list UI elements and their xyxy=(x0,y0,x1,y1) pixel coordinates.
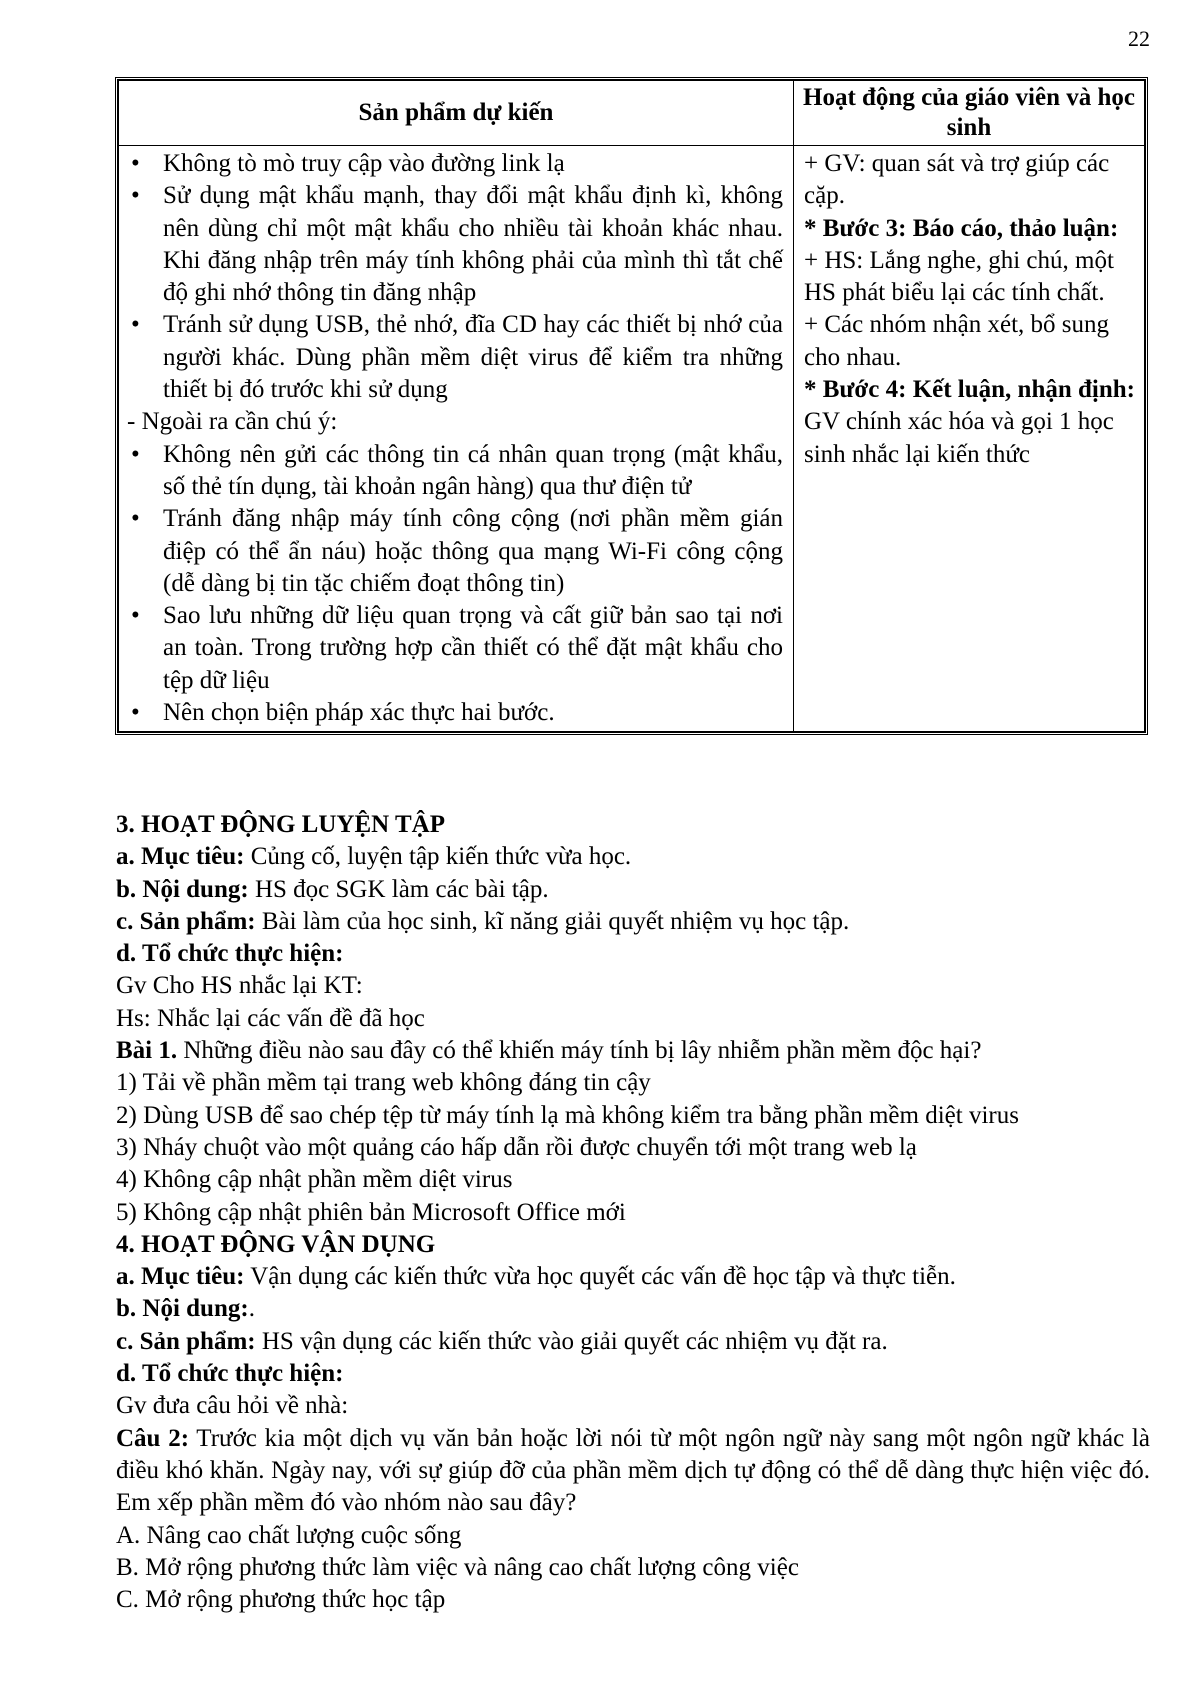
activity-cell xyxy=(794,146,1145,732)
exercise-option: 2) Dùng USB để sao chép tệp từ máy tính lạ mà không kiểm tra bằng phần mềm diệt virus xyxy=(116,1101,1019,1129)
exercise-option: 3) Nháy chuột vào một quảng cáo hấp dẫn rồi được chuyển tới một trang web lạ xyxy=(116,1133,917,1161)
list-item: • Tránh đăng nhập máy tính công cộng (nơi phần mềm gián điệp có thể ẩn náu) hoặc thông qua mạng Wi-Fi công cộng (dễ dàng bị tin tặc chiếm đoạt thông tin) xyxy=(127,503,783,600)
table-header-row xyxy=(119,81,1145,146)
activity-table xyxy=(115,77,1148,735)
exercise-1-text: Những điều nào sau đây có thể khiến máy tính bị lây nhiễm phần mềm độc hại? xyxy=(177,1037,982,1065)
apply-content-label: b. Nội dung: xyxy=(116,1295,249,1323)
apply-product-label: c. Sản phẩm: xyxy=(116,1327,256,1355)
question-2-text: Trước kia một dịch vụ văn bản hoặc lời nói từ một ngôn ngữ này sang một ngôn ngữ khác là điều khó khăn. Ngày nay, với sự giúp đỡ của phần mềm dịch tự động có thể dễ dàng thực hiện việc đó. Em xếp phần mềm đó vào nhóm nào sau đây? xyxy=(116,1424,1150,1517)
apply-goal-text: Vận dụng các kiến thức vừa học quyết các vấn đề học tập và thực tiễn. xyxy=(244,1263,956,1291)
list-item: • Nên chọn biện pháp xác thực hai bước. xyxy=(127,697,783,729)
practice-line-1: Gv Cho HS nhắc lại KT: xyxy=(116,972,363,1000)
question-2-label: Câu 2: xyxy=(116,1424,190,1452)
list-item: • Không nên gửi các thông tin cá nhân quan trọng (mật khẩu, số thẻ tín dụng, tài khoản ngân hàng) qua thư điện tử xyxy=(127,439,783,504)
apply-content-text: . xyxy=(248,1295,255,1323)
apply-goal-label: a. Mục tiêu: xyxy=(116,1263,245,1291)
table-row xyxy=(119,146,1145,732)
exercise-option: 1) Tải về phần mềm tại trang web không đáng tin cậy xyxy=(116,1069,651,1097)
list-item: • Tránh sử dụng USB, thẻ nhớ, đĩa CD hay các thiết bị nhớ của người khác. Dùng phần mềm diệt virus để kiểm tra những thiết bị đó trước khi sử dụng xyxy=(127,309,783,406)
practice-goal-label: a. Mục tiêu: xyxy=(116,843,245,871)
hs-listen-text: + HS: Lắng nghe, ghi chú, một HS phát biểu lại các tính chất. xyxy=(804,246,1114,307)
practice-product-label: c. Sản phẩm: xyxy=(116,907,256,935)
practice-line-2: Hs: Nhắc lại các vấn đề đã học xyxy=(116,1004,425,1032)
step4-label: * Bước 4: Kết luận, nhận định: xyxy=(804,376,1136,404)
apply-org-label: d. Tổ chức thực hiện: xyxy=(116,1360,344,1388)
exercise-1-label: Bài 1. xyxy=(116,1037,178,1065)
step3-label: * Bước 3: Báo cáo, thảo luận: xyxy=(804,214,1119,242)
bullet-list-extra xyxy=(127,439,783,730)
practice-org-label: d. Tổ chức thực hiện: xyxy=(116,940,344,968)
answer-option: C. Mở rộng phương thức học tập xyxy=(116,1586,446,1614)
practice-goal-text: Củng cố, luyện tập kiến thức vừa học. xyxy=(244,843,632,871)
apply-heading: 4. HOẠT ĐỘNG VẬN DỤNG xyxy=(116,1230,436,1258)
gv-observe-text: + GV: quan sát và trợ giúp các cặp. xyxy=(804,150,1110,210)
exercise-option: 5) Không cập nhật phiên bản Microsoft Office mới xyxy=(116,1198,626,1226)
header-expected-product: Sản phẩm dự kiến xyxy=(119,81,794,146)
header-teacher-student-activity: Hoạt động của giáo viên và học sinh xyxy=(794,81,1145,146)
step4-text: GV chính xác hóa và gọi 1 học sinh nhắc lại kiến thức xyxy=(804,408,1114,468)
practice-heading: 3. HOẠT ĐỘNG LUYỆN TẬP xyxy=(116,811,445,838)
expected-product-cell xyxy=(119,146,794,732)
page-number: 22 xyxy=(1128,26,1150,51)
apply-product-text: HS vận dụng các kiến thức vào giải quyết các nhiệm vụ đặt ra. xyxy=(255,1327,888,1355)
note-line: - Ngoài ra cần chú ý: xyxy=(127,408,338,436)
answer-option: B. Mở rộng phương thức làm việc và nâng cao chất lượng công việc xyxy=(116,1553,799,1581)
list-item: • Sử dụng mật khẩu mạnh, thay đổi mật khẩu định kì, không nên dùng chỉ một mật khẩu cho nhiều tài khoản khác nhau. Khi đăng nhập trên máy tính không phải của mình thì tắt chế độ ghi nhớ thông tin đăng nhập xyxy=(127,180,783,309)
bullet-list-safety xyxy=(127,148,783,406)
groups-text: + Các nhóm nhận xét, bổ sung cho nhau. xyxy=(804,311,1110,371)
list-item: • Sao lưu những dữ liệu quan trọng và cất giữ bản sao tại nơi an toàn. Trong trường hợp cần thiết có thể đặt mật khẩu cho tệp dữ liệu xyxy=(127,600,783,697)
activities-section xyxy=(116,809,1150,1616)
answer-option: A. Nâng cao chất lượng cuộc sống xyxy=(116,1521,462,1549)
exercise-option: 4) Không cập nhật phần mềm diệt virus xyxy=(116,1166,513,1194)
list-item: • Không tò mò truy cập vào đường link lạ xyxy=(127,148,783,180)
practice-product-text: Bài làm của học sinh, kĩ năng giải quyết nhiệm vụ học tập. xyxy=(255,907,850,935)
practice-content-text: HS đọc SGK làm các bài tập. xyxy=(248,875,549,903)
practice-content-label: b. Nội dung: xyxy=(116,875,249,903)
apply-line-1: Gv đưa câu hỏi về nhà: xyxy=(116,1392,349,1420)
